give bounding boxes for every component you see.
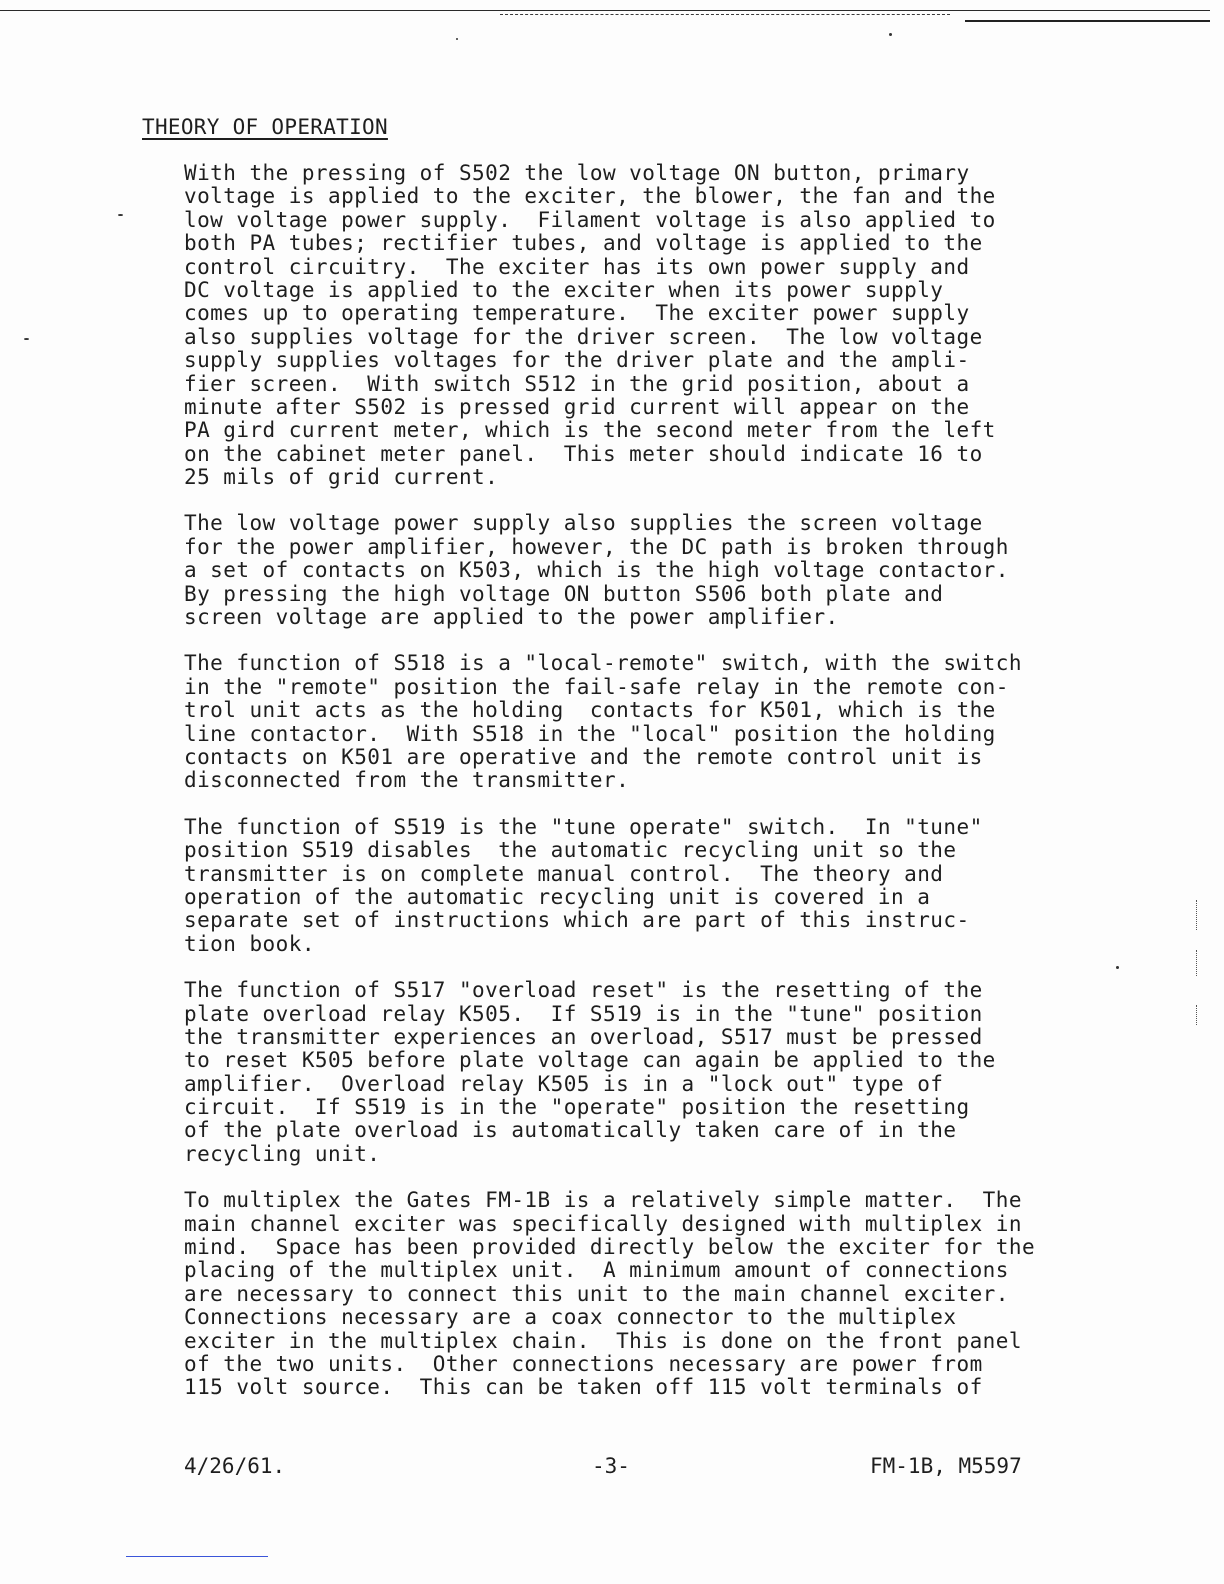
text-line: minute after S502 is pressed grid current will appear on the	[184, 394, 970, 419]
text-line: also supplies voltage for the driver screen. The low voltage	[184, 324, 983, 349]
text-line: for the power amplifier, however, the DC path is broken through	[184, 534, 1009, 559]
text-line: placing of the multiplex unit. A minimum amount of connections	[184, 1258, 1009, 1283]
text-line: recycling unit.	[184, 1141, 381, 1166]
text-line: low voltage power supply. Filament voltage is also applied to	[184, 207, 996, 232]
text-line: The function of S517 "overload reset" is the resetting of the	[184, 978, 983, 1003]
text-line: exciter in the multiplex chain. This is done on the front panel	[184, 1328, 1022, 1353]
top-scan-rule	[0, 10, 1210, 11]
text-line: The function of S519 is the "tune operate" switch. In "tune"	[184, 814, 983, 839]
scan-speck	[456, 38, 458, 40]
paragraph	[184, 1189, 1144, 1400]
text-line: Connections necessary are a coax connector to the multiplex	[184, 1305, 957, 1330]
text-line: both PA tubes; rectifier tubes, and voltage is applied to the	[184, 231, 983, 256]
text-line: main channel exciter was specifically designed with multiplex in	[184, 1211, 1022, 1236]
text-line: a set of contacts on K503, which is the high voltage contactor.	[184, 558, 1009, 583]
text-line: of the two units. Other connections necessary are power from	[184, 1351, 983, 1376]
text-line: separate set of instructions which are part of this instruc-	[184, 908, 970, 933]
paragraph	[184, 162, 1144, 489]
text-line: in the "remote" position the fail-safe relay in the remote con-	[184, 674, 1009, 699]
text-line: line contactor. With S518 in the "local" position the holding	[184, 721, 996, 746]
body-text	[184, 162, 1144, 1423]
text-line: contacts on K501 are operative and the remote control unit is	[184, 744, 983, 769]
text-line: control circuitry. The exciter has its own power supply and	[184, 254, 970, 279]
text-line: fier screen. With switch S512 in the grid position, about a	[184, 371, 970, 396]
top-dashed-rule	[500, 14, 950, 15]
text-line: to reset K505 before plate voltage can again be applied to the	[184, 1048, 996, 1073]
scan-speck	[24, 338, 29, 340]
text-line: are necessary to connect this unit to the main channel exciter.	[184, 1281, 1009, 1306]
text-line: The low voltage power supply also supplies the screen voltage	[184, 511, 983, 536]
paragraph	[184, 512, 1144, 629]
text-line: 25 mils of grid current.	[184, 465, 499, 490]
footer-date: 4/26/61.	[184, 1454, 286, 1478]
text-line: the transmitter experiences an overload, S517 must be pressed	[184, 1024, 983, 1049]
text-line: position S519 disables the automatic recycling unit so the	[184, 838, 957, 863]
text-line: trol unit acts as the holding contacts for K501, which is the	[184, 698, 996, 723]
top-right-rule	[965, 20, 1210, 22]
text-line: The function of S518 is a "local-remote" switch, with the switch	[184, 651, 1022, 676]
text-line: on the cabinet meter panel. This meter should indicate 16 to	[184, 441, 983, 466]
text-line: 115 volt source. This can be taken off 115 volt terminals of	[184, 1375, 983, 1400]
margin-mark	[1196, 950, 1197, 976]
text-line: plate overload relay K505. If S519 is in the "tune" position	[184, 1001, 983, 1026]
text-line: tion book.	[184, 931, 315, 956]
section-heading: THEORY OF OPERATION	[142, 115, 388, 139]
footer-model-number: FM-1B, M5597	[870, 1454, 1022, 1478]
text-line: By pressing the high voltage ON button S506 both plate and	[184, 581, 944, 606]
paragraph	[184, 979, 1144, 1166]
scan-speck	[889, 33, 892, 36]
text-line: disconnected from the transmitter.	[184, 768, 630, 793]
scan-speck	[118, 214, 123, 216]
text-line: supply supplies voltages for the driver plate and the ampli-	[184, 348, 970, 373]
text-line: voltage is applied to the exciter, the blower, the fan and the	[184, 184, 996, 209]
text-line: PA gird current meter, which is the second meter from the left	[184, 418, 996, 443]
footer-page-number: -3-	[592, 1454, 630, 1478]
margin-mark	[1196, 900, 1197, 930]
text-line: operation of the automatic recycling unit is covered in a	[184, 884, 931, 909]
text-line: of the plate overload is automatically taken care of in the	[184, 1118, 957, 1143]
text-line: circuit. If S519 is in the "operate" position the resetting	[184, 1095, 970, 1120]
text-line: To multiplex the Gates FM-1B is a relatively simple matter. The	[184, 1188, 1022, 1213]
text-line: comes up to operating temperature. The exciter power supply	[184, 301, 970, 326]
text-line: amplifier. Overload relay K505 is in a "lock out" type of	[184, 1071, 944, 1096]
text-line: DC voltage is applied to the exciter when its power supply	[184, 277, 944, 302]
scan-speck	[1116, 966, 1119, 969]
paragraph	[184, 652, 1144, 792]
text-line: With the pressing of S502 the low voltage ON button, primary	[184, 161, 970, 185]
margin-mark	[1196, 1005, 1197, 1025]
bottom-rule	[126, 1556, 268, 1557]
text-line: mind. Space has been provided directly below the exciter for the	[184, 1235, 1036, 1260]
text-line: screen voltage are applied to the power amplifier.	[184, 605, 839, 630]
text-line: transmitter is on complete manual control. The theory and	[184, 861, 944, 886]
paragraph	[184, 816, 1144, 956]
